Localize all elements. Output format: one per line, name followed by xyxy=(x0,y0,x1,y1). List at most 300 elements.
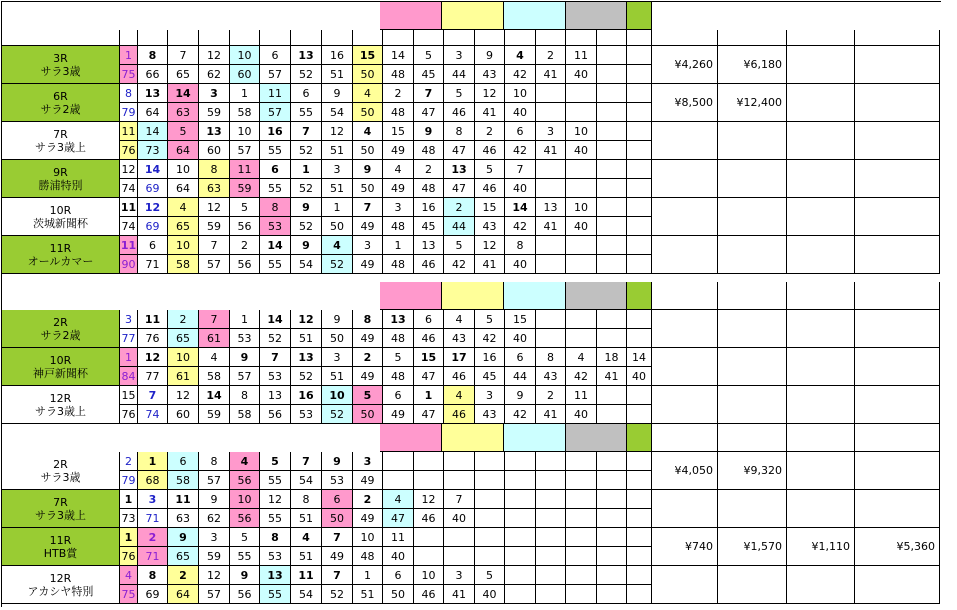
ability-index xyxy=(566,509,597,528)
ability-index: 48 xyxy=(383,65,414,84)
horse-number xyxy=(566,490,597,509)
horse-number: 9 xyxy=(291,198,322,217)
ability-index: 71 xyxy=(138,255,168,274)
horse-number: 14 xyxy=(138,160,168,179)
horse-number: 9 xyxy=(230,348,260,367)
payout-value xyxy=(855,490,940,528)
horse-number: 2 xyxy=(230,236,260,255)
column-header xyxy=(230,30,260,46)
ability-index xyxy=(597,329,627,348)
ability-index: 44 xyxy=(505,367,536,386)
race-number: 10R xyxy=(49,203,72,217)
ability-index: 47 xyxy=(444,179,475,198)
ability-index xyxy=(627,547,652,566)
horse-number xyxy=(536,236,566,255)
ability-index: 50 xyxy=(322,217,353,236)
horse-number: 4 xyxy=(383,490,414,509)
ability-index: 65 xyxy=(168,217,199,236)
ability-index: 60 xyxy=(168,405,199,424)
ability-index xyxy=(597,141,627,160)
ability-index: 90 xyxy=(120,255,138,274)
horse-number: 7 xyxy=(444,490,475,509)
payout-value: ¥740 xyxy=(652,528,718,566)
horse-number xyxy=(627,236,652,255)
horse-number xyxy=(597,84,627,103)
ability-index: 73 xyxy=(138,141,168,160)
horse-number: 10 xyxy=(566,122,597,141)
race-label xyxy=(2,348,120,386)
ability-index: 55 xyxy=(260,471,291,490)
ability-index: 47 xyxy=(414,103,444,122)
race-name: サラ3歳上 xyxy=(35,508,86,522)
ability-index: 45 xyxy=(475,367,505,386)
payout-value: ¥6,180 xyxy=(718,46,787,84)
ability-index xyxy=(444,547,475,566)
ability-index xyxy=(475,547,505,566)
horse-number: 11 xyxy=(230,160,260,179)
horse-number xyxy=(536,566,566,585)
ability-index: 47 xyxy=(414,367,444,386)
horse-number: 4 xyxy=(230,452,260,471)
horse-number xyxy=(597,490,627,509)
horse-number: 14 xyxy=(260,310,291,329)
race-label xyxy=(2,452,120,490)
ability-index: 46 xyxy=(444,367,475,386)
horse-number: 9 xyxy=(414,122,444,141)
ability-index: 46 xyxy=(414,255,444,274)
horse-number: 6 xyxy=(260,46,291,65)
horse-number: 1 xyxy=(138,452,168,471)
payout-value xyxy=(787,122,855,160)
horse-number xyxy=(475,528,505,547)
horse-number: 12 xyxy=(168,386,199,405)
ability-index: 50 xyxy=(353,141,383,160)
horse-number: 15 xyxy=(383,122,414,141)
ability-index: 74 xyxy=(120,179,138,198)
ability-index: 45 xyxy=(414,65,444,84)
horse-number: 12 xyxy=(138,348,168,367)
horse-number: 13 xyxy=(536,198,566,217)
payout-header xyxy=(652,30,718,46)
ability-index: 58 xyxy=(230,103,260,122)
horse-number: 12 xyxy=(199,46,230,65)
ability-index: 50 xyxy=(353,65,383,84)
payout-value xyxy=(855,122,940,160)
ability-index: 60 xyxy=(230,65,260,84)
horse-number: 11 xyxy=(260,84,291,103)
horse-number: 10 xyxy=(230,490,260,509)
payout-value xyxy=(787,84,855,122)
ability-index: 46 xyxy=(444,405,475,424)
ability-index: 56 xyxy=(230,217,260,236)
horse-number: 13 xyxy=(260,386,291,405)
horse-number: 12 xyxy=(475,236,505,255)
horse-number: 16 xyxy=(414,198,444,217)
horse-number xyxy=(597,198,627,217)
ability-index: 59 xyxy=(199,217,230,236)
ability-index: 59 xyxy=(199,547,230,566)
ability-index: 53 xyxy=(291,405,322,424)
legend-turf xyxy=(627,424,652,452)
horse-number: 11 xyxy=(120,198,138,217)
payout-value: ¥4,260 xyxy=(652,46,718,84)
ability-index: 62 xyxy=(199,65,230,84)
payout-header xyxy=(652,282,718,310)
payout-value xyxy=(787,236,855,274)
payout-value: ¥5,360 xyxy=(855,528,940,566)
horse-number: 9 xyxy=(505,386,536,405)
horse-number xyxy=(444,452,475,471)
ability-index: 40 xyxy=(444,509,475,528)
ability-index xyxy=(627,471,652,490)
horse-number: 12 xyxy=(475,84,505,103)
horse-number xyxy=(566,310,597,329)
horse-number: 11 xyxy=(383,528,414,547)
ability-index: 53 xyxy=(260,547,291,566)
horse-number: 10 xyxy=(168,236,199,255)
horse-number xyxy=(597,566,627,585)
horse-number: 5 xyxy=(414,46,444,65)
horse-number: 6 xyxy=(505,348,536,367)
ability-index: 54 xyxy=(291,471,322,490)
race-name: サラ3歳 xyxy=(40,470,81,484)
ability-index: 42 xyxy=(444,255,475,274)
horse-number: 1 xyxy=(120,528,138,547)
race-number: 2R xyxy=(53,457,68,471)
ability-index: 47 xyxy=(414,405,444,424)
ability-index: 43 xyxy=(444,329,475,348)
ability-index xyxy=(627,141,652,160)
horse-number xyxy=(505,566,536,585)
ability-index: 65 xyxy=(168,547,199,566)
horse-number xyxy=(627,46,652,65)
horse-number: 9 xyxy=(322,310,353,329)
horse-number: 2 xyxy=(120,452,138,471)
horse-number: 4 xyxy=(322,236,353,255)
horse-number: 14 xyxy=(138,122,168,141)
horse-number xyxy=(597,236,627,255)
ability-index: 50 xyxy=(322,329,353,348)
race-name: アカシヤ特別 xyxy=(27,584,94,598)
payout-header xyxy=(787,424,855,452)
horse-number: 11 xyxy=(168,490,199,509)
horse-number: 8 xyxy=(260,198,291,217)
ability-index xyxy=(627,329,652,348)
horse-number: 15 xyxy=(505,310,536,329)
horse-number xyxy=(627,566,652,585)
race-label xyxy=(2,566,120,604)
horse-number: 5 xyxy=(353,386,383,405)
ability-index xyxy=(536,471,566,490)
ability-index: 68 xyxy=(138,471,168,490)
payout-value: ¥4,050 xyxy=(652,452,718,490)
ability-index xyxy=(505,585,536,604)
ability-index: 55 xyxy=(260,179,291,198)
horse-number xyxy=(536,490,566,509)
ability-index: 52 xyxy=(291,141,322,160)
payout-value xyxy=(718,490,787,528)
legend-third xyxy=(504,424,566,452)
ability-index: 50 xyxy=(322,509,353,528)
ability-index: 61 xyxy=(199,329,230,348)
ability-index: 54 xyxy=(291,255,322,274)
race-label xyxy=(2,528,120,566)
horse-number xyxy=(627,386,652,405)
ability-index: 76 xyxy=(120,547,138,566)
ability-index: 49 xyxy=(383,405,414,424)
ability-index: 56 xyxy=(230,471,260,490)
horse-number: 9 xyxy=(475,46,505,65)
ability-index: 59 xyxy=(230,179,260,198)
ability-index: 40 xyxy=(505,179,536,198)
horse-number: 3 xyxy=(138,490,168,509)
legend-first xyxy=(380,2,442,30)
ability-index: 51 xyxy=(322,65,353,84)
horse-number: 8 xyxy=(138,566,168,585)
horse-number: 2 xyxy=(168,310,199,329)
horse-number xyxy=(505,452,536,471)
horse-number: 3 xyxy=(120,310,138,329)
horse-number: 9 xyxy=(291,236,322,255)
ability-index: 54 xyxy=(322,103,353,122)
payout-value xyxy=(787,566,855,604)
ability-index: 47 xyxy=(383,509,414,528)
ability-index xyxy=(505,471,536,490)
ability-index xyxy=(597,547,627,566)
horse-number: 8 xyxy=(199,452,230,471)
ability-index: 49 xyxy=(353,217,383,236)
horse-number: 1 xyxy=(230,310,260,329)
horse-number xyxy=(414,452,444,471)
horse-number: 9 xyxy=(230,566,260,585)
payout-value xyxy=(855,452,940,490)
venue-title xyxy=(2,282,380,310)
race-number: 11R xyxy=(49,241,72,255)
horse-number: 1 xyxy=(414,386,444,405)
race-number: 9R xyxy=(53,165,68,179)
horse-number xyxy=(505,490,536,509)
horse-number: 2 xyxy=(383,84,414,103)
ability-index xyxy=(627,255,652,274)
horse-number: 9 xyxy=(199,490,230,509)
ability-index xyxy=(536,179,566,198)
ability-index: 49 xyxy=(322,547,353,566)
ability-index: 57 xyxy=(230,367,260,386)
horse-number: 12 xyxy=(199,566,230,585)
horse-number xyxy=(627,84,652,103)
horse-number xyxy=(383,452,414,471)
ability-index: 60 xyxy=(199,141,230,160)
horse-number: 1 xyxy=(383,236,414,255)
horse-number: 8 xyxy=(536,348,566,367)
horse-number: 8 xyxy=(199,160,230,179)
ability-index: 65 xyxy=(168,329,199,348)
ability-index: 51 xyxy=(322,179,353,198)
horse-number: 2 xyxy=(353,348,383,367)
payout-header xyxy=(855,282,940,310)
payout-value xyxy=(718,310,787,348)
ability-index: 43 xyxy=(475,217,505,236)
payout-header xyxy=(718,424,787,452)
ability-index: 50 xyxy=(353,179,383,198)
horse-number: 7 xyxy=(168,46,199,65)
payout-value xyxy=(718,236,787,274)
horse-number: 2 xyxy=(536,46,566,65)
ability-index: 52 xyxy=(291,65,322,84)
horse-number: 6 xyxy=(138,236,168,255)
column-header xyxy=(444,30,475,46)
column-header xyxy=(120,30,138,46)
ability-index xyxy=(597,179,627,198)
horse-number: 3 xyxy=(383,198,414,217)
horse-number: 2 xyxy=(444,198,475,217)
horse-number: 3 xyxy=(444,46,475,65)
payout-value xyxy=(855,160,940,198)
horse-number xyxy=(566,566,597,585)
ability-index: 46 xyxy=(414,509,444,528)
horse-number: 7 xyxy=(322,528,353,547)
race-name: 神戸新聞杯 xyxy=(33,366,88,380)
horse-number: 11 xyxy=(566,386,597,405)
ability-index: 42 xyxy=(505,65,536,84)
ability-index: 48 xyxy=(383,367,414,386)
ability-index: 41 xyxy=(444,585,475,604)
horse-number: 10 xyxy=(322,386,353,405)
ability-index: 57 xyxy=(260,103,291,122)
horse-number: 6 xyxy=(168,452,199,471)
race-number: 12R xyxy=(49,571,72,585)
column-header xyxy=(168,30,199,46)
horse-number: 13 xyxy=(138,84,168,103)
ability-index xyxy=(536,255,566,274)
payout-value xyxy=(718,348,787,386)
ability-index: 52 xyxy=(322,255,353,274)
ability-index xyxy=(475,509,505,528)
horse-number: 1 xyxy=(322,198,353,217)
horse-number: 8 xyxy=(353,310,383,329)
rank-header xyxy=(2,30,120,46)
horse-number: 8 xyxy=(138,46,168,65)
ability-index xyxy=(414,547,444,566)
horse-number xyxy=(444,528,475,547)
horse-number: 6 xyxy=(383,566,414,585)
ability-index: 41 xyxy=(536,141,566,160)
horse-number: 2 xyxy=(475,122,505,141)
horse-number: 11 xyxy=(120,236,138,255)
ability-index: 64 xyxy=(168,179,199,198)
ability-index xyxy=(536,103,566,122)
column-header xyxy=(260,30,291,46)
payout-value xyxy=(652,310,718,348)
ability-index: 46 xyxy=(475,179,505,198)
horse-number xyxy=(566,452,597,471)
ability-index: 79 xyxy=(120,103,138,122)
horse-number: 11 xyxy=(138,310,168,329)
ability-index: 69 xyxy=(138,585,168,604)
horse-number: 5 xyxy=(230,528,260,547)
ability-index: 63 xyxy=(199,179,230,198)
payout-value xyxy=(787,310,855,348)
ability-index xyxy=(566,471,597,490)
ability-index: 49 xyxy=(353,509,383,528)
ability-index: 52 xyxy=(322,405,353,424)
ability-index: 51 xyxy=(291,509,322,528)
ability-index: 46 xyxy=(414,585,444,604)
horse-number: 5 xyxy=(475,310,505,329)
column-header xyxy=(505,30,536,46)
horse-number: 13 xyxy=(260,566,291,585)
ability-index xyxy=(597,65,627,84)
ability-index: 48 xyxy=(414,179,444,198)
ability-index: 49 xyxy=(353,367,383,386)
legend-third xyxy=(504,282,566,310)
payout-value xyxy=(855,348,940,386)
horse-number: 4 xyxy=(383,160,414,179)
race-name: オールカマー xyxy=(27,254,94,268)
ability-index xyxy=(627,585,652,604)
horse-number xyxy=(597,310,627,329)
horse-number: 7 xyxy=(260,348,291,367)
horse-number xyxy=(597,160,627,179)
ability-index: 43 xyxy=(536,367,566,386)
legend-second xyxy=(442,424,504,452)
horse-number xyxy=(536,84,566,103)
payout-value xyxy=(652,122,718,160)
ability-index: 63 xyxy=(168,103,199,122)
ability-index: 41 xyxy=(597,367,627,386)
horse-number: 8 xyxy=(444,122,475,141)
horse-number: 13 xyxy=(291,348,322,367)
ability-index: 50 xyxy=(353,103,383,122)
race-number: 3R xyxy=(53,51,68,65)
horse-number xyxy=(505,528,536,547)
horse-number: 3 xyxy=(353,452,383,471)
horse-number: 14 xyxy=(505,198,536,217)
ability-index: 40 xyxy=(505,103,536,122)
payout-value: ¥1,110 xyxy=(787,528,855,566)
horse-number: 12 xyxy=(291,310,322,329)
ability-index: 84 xyxy=(120,367,138,386)
column-header xyxy=(566,30,597,46)
horse-number: 2 xyxy=(414,160,444,179)
race-number: 10R xyxy=(49,353,72,367)
payout-value xyxy=(718,160,787,198)
legend-first xyxy=(380,424,442,452)
ability-index: 77 xyxy=(138,367,168,386)
ability-index xyxy=(505,509,536,528)
ability-index: 56 xyxy=(230,509,260,528)
ability-index xyxy=(627,405,652,424)
race-label xyxy=(2,160,120,198)
ability-index: 48 xyxy=(383,217,414,236)
payout-value xyxy=(855,566,940,604)
ability-index: 46 xyxy=(414,329,444,348)
ability-index: 76 xyxy=(138,329,168,348)
horse-number xyxy=(597,122,627,141)
payout-value xyxy=(718,566,787,604)
horse-number xyxy=(627,528,652,547)
race-number: 6R xyxy=(53,89,68,103)
horse-number: 7 xyxy=(291,452,322,471)
horse-number: 10 xyxy=(414,566,444,585)
horse-number: 15 xyxy=(414,348,444,367)
column-header xyxy=(291,30,322,46)
horse-number: 6 xyxy=(291,84,322,103)
horse-number: 8 xyxy=(260,528,291,547)
race-name: サラ2歳 xyxy=(40,102,81,116)
ability-index: 69 xyxy=(138,179,168,198)
horse-number: 7 xyxy=(505,160,536,179)
